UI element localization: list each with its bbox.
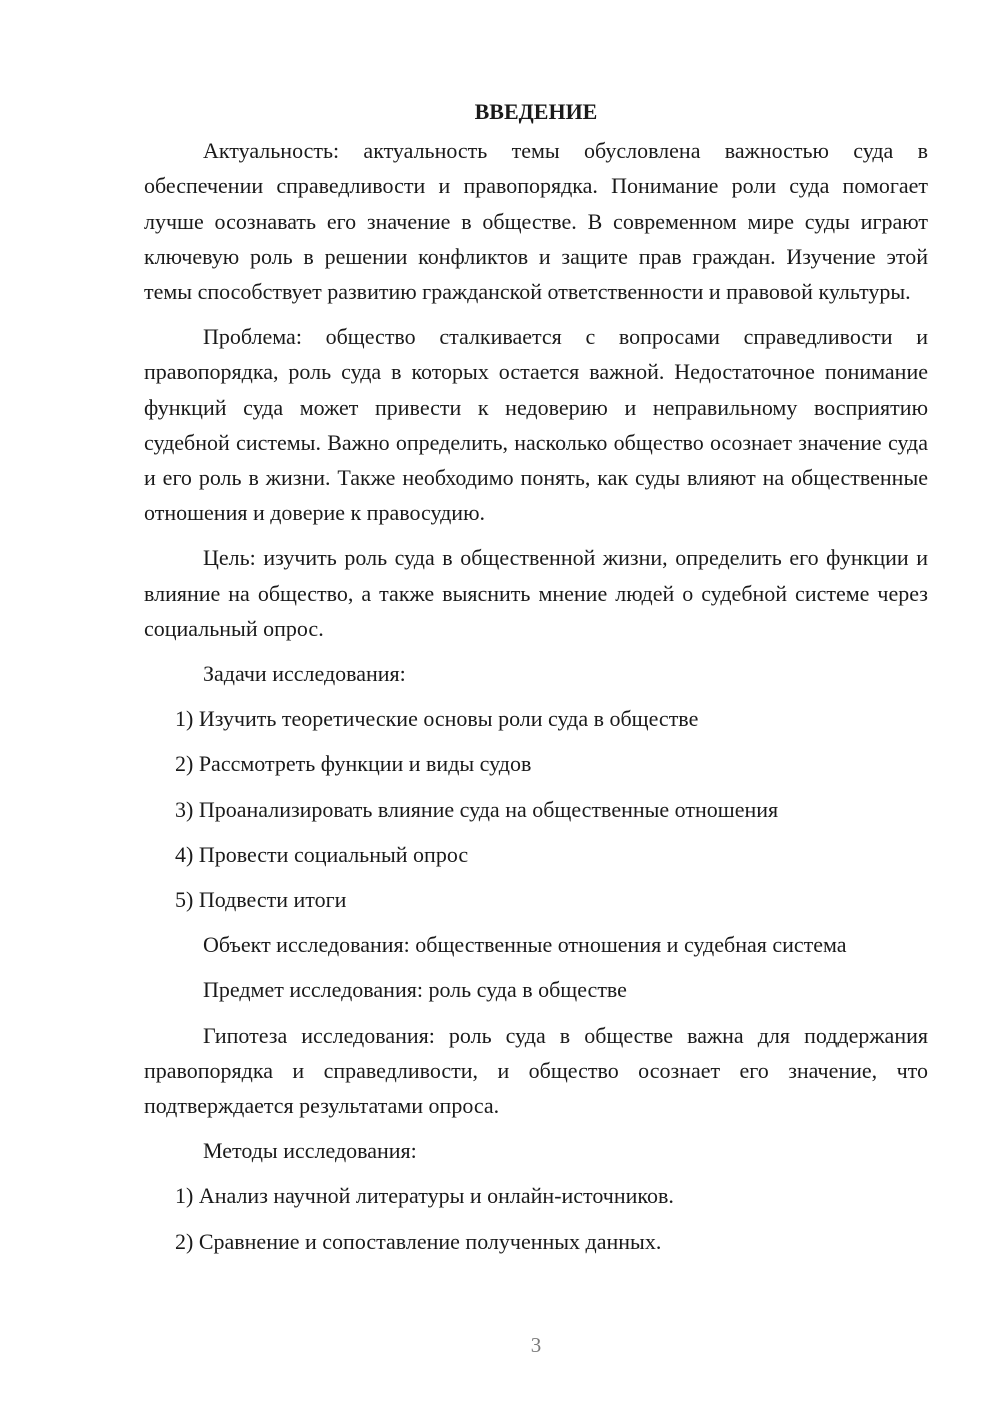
relevance-paragraph: Актуальность: актуальность темы обусловлена важностью суда в обеспечении справедливости и правопорядка. Понимание роли суда помогает лучше осознавать его значение в обществе. В современном мире суды играют ключевую роль в решении конфликтов и защите прав граждан. Изучение этой темы способствует развитию гражданской ответственности и правовой культуры. [144,138,928,305]
goal-paragraph: Цель: изучить роль суда в общественной жизни, определить его функции и влияние на общество, а также выяснить мнение людей о судебной системе через социальный опрос. [144,545,928,641]
task-item: 1) Изучить теоретические основы роли суда в обществе [175,706,699,732]
task-item: 2) Рассмотреть функции и виды судов [175,751,532,777]
method-item: 2) Сравнение и сопоставление полученных данных. [175,1228,662,1254]
hypothesis-paragraph: Гипотеза исследования: роль суда в обществе важна для поддержания правопорядка и справедливости, и общество осознает его значение, что подтверждается результатами опроса. [144,1022,928,1119]
task-item: 3) Проанализировать влияние суда на общественные отношения [175,796,779,822]
tasks-title: Задачи исследования: [203,661,406,687]
task-item: 5) Подвести итоги [175,887,347,913]
method-item: 1) Анализ научной литературы и онлайн-источников. [175,1183,674,1209]
task-item: 4) Провести социальный опрос [175,841,469,867]
research-subject: Предмет исследования: роль суда в обществе [203,977,627,1003]
methods-title: Методы исследования: [203,1138,417,1164]
page-body [144,94,928,1269]
page-heading: ВВЕДЕНИЕ [474,99,598,124]
research-object: Объект исследования: общественные отношения и судебная система [203,932,847,958]
page-number: 3 [530,1333,542,1357]
problem-paragraph: Проблема: общество сталкивается с вопросами справедливости и правопорядка, роль суда в которых остается важной. Недостаточное понимание функций суда может привести к недоверию и неправильному восприятию судебной системы. Важно определить, насколько общество осознает значение суда и его роль в жизни. Также необходимо понять, как суды влияют на общественные отношения и доверие к правосудию. [144,324,928,526]
